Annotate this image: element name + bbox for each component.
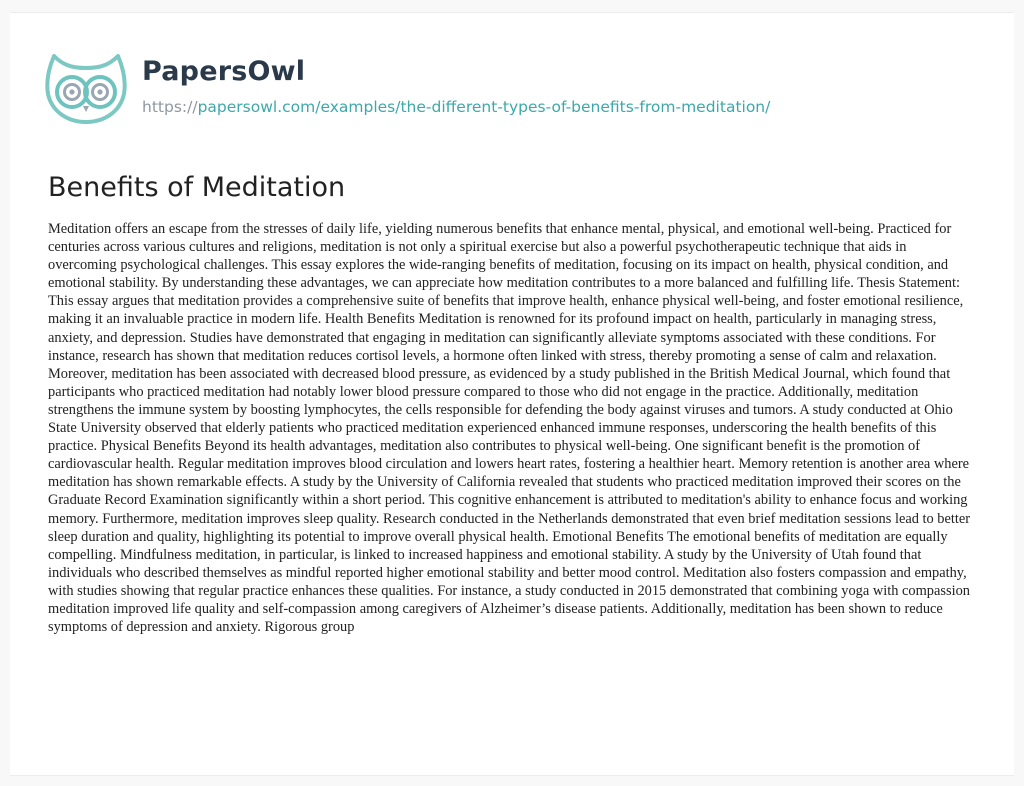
site-header — [40, 46, 770, 126]
page-title: Benefits of Meditation — [48, 172, 346, 203]
url-path: papersowl.com/examples/the-different-types-of-benefits-from-meditation/ — [197, 98, 771, 116]
header-text — [142, 56, 770, 118]
essay-body: Meditation offers an escape from the stresses of daily life, yielding numerous benefits that enhance mental, physical, and emotional well-being. Practiced for centuries across various cultures and religions, meditation is not only a spiritual exercise but also a powerful psychotherapeutic technique that aids in overcoming psychological challenges. This essay explores the wide-ranging benefits of meditation, focusing on its impact on health, physical condition, and emotional stability. By understanding these advantages, we can appreciate how meditation contributes to a more balanced and fulfilling life. Thesis Statement: This essay argues that meditation provides a comprehensive suite of benefits that improve health, enhance physical well-being, and foster emotional resilience, making it an invaluable practice in modern life. Health Benefits Meditation is renowned for its profound impact on health, particularly in managing stress, anxiety, and depression. Studies have demonstrated that engaging in meditation can significantly alleviate symptoms associated with these conditions. For instance, research has shown that meditation reduces cortisol levels, a hormone often linked with stress, thereby promoting a sense of calm and relaxation. Moreover, meditation has been associated with decreased blood pressure, as evidenced by a study published in the British Medical Journal, which found that participants who practiced meditation had notably lower blood pressure compared to those who did not engage in the practice. Additionally, meditation strengthens the immune system by boosting lymphocytes, the cells responsible for defending the body against viruses and tumors. A study conducted at Ohio State University observed that elderly patients who practiced meditation experienced enhanced immune responses, underscoring the health benefits of this practice. Physical Benefits Beyond its health advantages, meditation also contributes to physical well-being. One significant benefit is the promotion of cardiovascular health. Regular meditation improves blood circulation and lowers heart rates, fostering a healthier heart. Memory retention is another area where meditation has shown remarkable effects. A study by the University of California revealed that students who practiced meditation improved their scores on the Graduate Record Examination significantly within a short period. This cognitive enhancement is attributed to meditation's ability to enhance focus and working memory. Furthermore, meditation improves sleep quality. Research conducted in the Netherlands demonstrated that even brief meditation sessions lead to better sleep duration and quality, highlighting its potential to improve overall physical health. Emotional Benefits The emotional benefits of meditation are equally compelling. Mindfulness meditation, in particular, is linked to increased happiness and emotional stability. A study by the University of Utah found that individuals who described themselves as mindful reported higher emotional stability and better mood control. Meditation also fosters compassion and empathy, with studies showing that regular practice enhances these qualities. For instance, a study conducted in 2015 demonstrated that combining yoga with compassion meditation improved life quality and self-compassion among caregivers of Alzheimer’s disease patients. Additionally, meditation has been shown to reduce symptoms of depression and anxiety. Rigorous group — [48, 221, 971, 636]
brand-name: PapersOwl — [142, 56, 306, 87]
owl-logo-icon — [40, 46, 132, 126]
source-url[interactable] — [142, 96, 770, 118]
url-scheme: https:// — [142, 98, 198, 116]
